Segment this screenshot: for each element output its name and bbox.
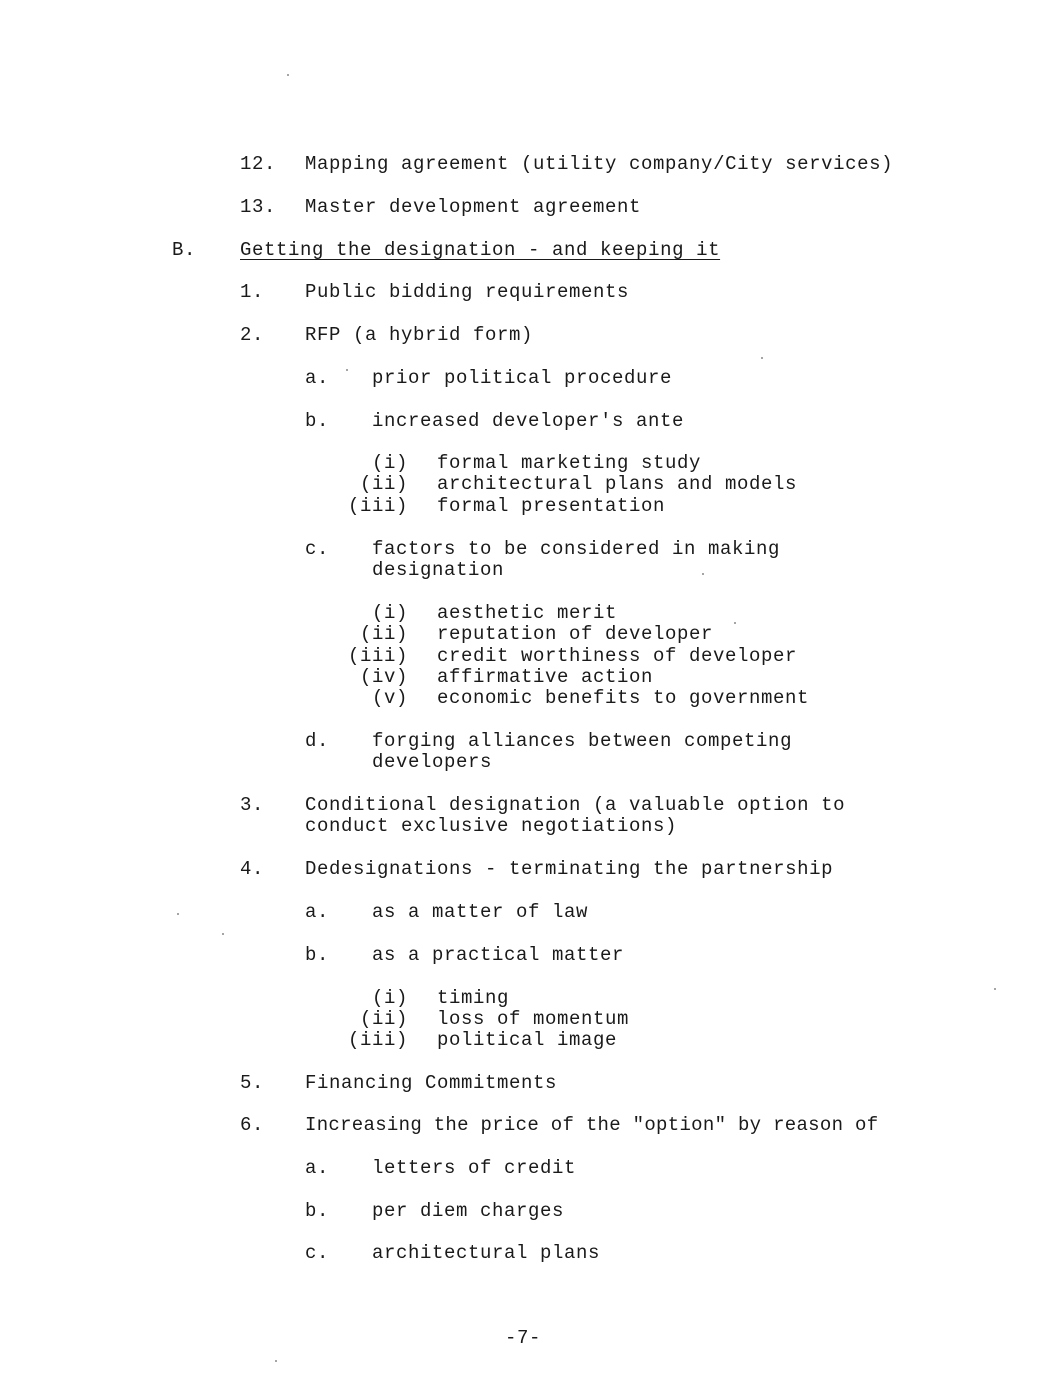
- subitem-text: as a practical matter: [372, 944, 625, 966]
- subitem-text: prior political procedure: [372, 367, 673, 389]
- roman-text: economic benefits to government: [437, 687, 810, 709]
- section-heading: Getting the designation - and keeping it: [240, 239, 721, 261]
- subitem-letter: b.: [305, 944, 330, 966]
- subitem-text-line1: factors to be considered in making: [372, 538, 781, 560]
- roman-numeral: (ii): [359, 473, 408, 495]
- item-text: Financing Commitments: [305, 1072, 558, 1094]
- subitem-letter: c.: [305, 1242, 330, 1264]
- subitem-text-line1: forging alliances between competing: [372, 730, 793, 752]
- item-number: 5.: [240, 1072, 265, 1094]
- roman-text: formal marketing study: [437, 452, 702, 474]
- roman-text: formal presentation: [437, 495, 666, 517]
- roman-numeral: (iii): [347, 495, 408, 517]
- roman-numeral: (iii): [347, 645, 408, 667]
- subitem-letter: a.: [305, 367, 330, 389]
- scan-speck: [222, 933, 224, 935]
- item-text-line2: conduct exclusive negotiations): [305, 815, 678, 837]
- scan-speck: [702, 573, 704, 575]
- roman-text: affirmative action: [437, 666, 654, 688]
- roman-numeral: (iii): [347, 1029, 408, 1051]
- item-text: Dedesignations - terminating the partnership: [305, 858, 834, 880]
- roman-numeral: (i): [371, 987, 408, 1009]
- item-text: Public bidding requirements: [305, 281, 630, 303]
- roman-numeral: (iv): [359, 666, 408, 688]
- subitem-text: per diem charges: [372, 1200, 565, 1222]
- item-text-line1: Conditional designation (a valuable option to: [305, 794, 846, 816]
- subitem-letter: c.: [305, 538, 330, 560]
- item-text: RFP (a hybrid form): [305, 324, 534, 346]
- subitem-text: architectural plans: [372, 1242, 601, 1264]
- subitem-text: as a matter of law: [372, 901, 589, 923]
- scan-speck: [734, 622, 736, 624]
- subitem-text-line2: developers: [372, 751, 493, 773]
- item-number: 3.: [240, 794, 265, 816]
- scan-speck: [177, 913, 179, 915]
- scan-speck: [346, 369, 348, 371]
- item-text: Master development agreement: [305, 196, 642, 218]
- roman-text: timing: [437, 987, 510, 1009]
- roman-numeral: (ii): [359, 623, 408, 645]
- page-number: -7-: [505, 1327, 542, 1349]
- roman-numeral: (i): [371, 602, 408, 624]
- scan-speck: [287, 74, 289, 76]
- roman-text: architectural plans and models: [437, 473, 798, 495]
- subitem-letter: d.: [305, 730, 330, 752]
- scan-speck: [275, 1360, 277, 1362]
- item-text: Increasing the price of the "option" by reason of: [305, 1114, 879, 1136]
- roman-numeral: (v): [371, 687, 408, 709]
- subitem-letter: b.: [305, 1200, 330, 1222]
- subitem-text-line2: designation: [372, 559, 505, 581]
- subitem-letter: a.: [305, 901, 330, 923]
- subitem-letter: b.: [305, 410, 330, 432]
- item-text: Mapping agreement (utility company/City services): [305, 153, 894, 175]
- item-number: 13.: [240, 196, 277, 218]
- roman-numeral: (i): [371, 452, 408, 474]
- subitem-text: increased developer's ante: [372, 410, 685, 432]
- item-number: 2.: [240, 324, 265, 346]
- roman-text: reputation of developer: [437, 623, 714, 645]
- roman-text: loss of momentum: [437, 1008, 630, 1030]
- subitem-text: letters of credit: [372, 1157, 577, 1179]
- roman-text: credit worthiness of developer: [437, 645, 798, 667]
- scan-speck: [761, 357, 763, 359]
- item-number: 4.: [240, 858, 265, 880]
- roman-text: political image: [437, 1029, 618, 1051]
- roman-numeral: (ii): [359, 1008, 408, 1030]
- section-letter: B.: [172, 239, 197, 261]
- item-number: 12.: [240, 153, 277, 175]
- scan-speck: [994, 988, 996, 990]
- subitem-letter: a.: [305, 1157, 330, 1179]
- item-number: 6.: [240, 1114, 265, 1136]
- item-number: 1.: [240, 281, 265, 303]
- roman-text: aesthetic merit: [437, 602, 618, 624]
